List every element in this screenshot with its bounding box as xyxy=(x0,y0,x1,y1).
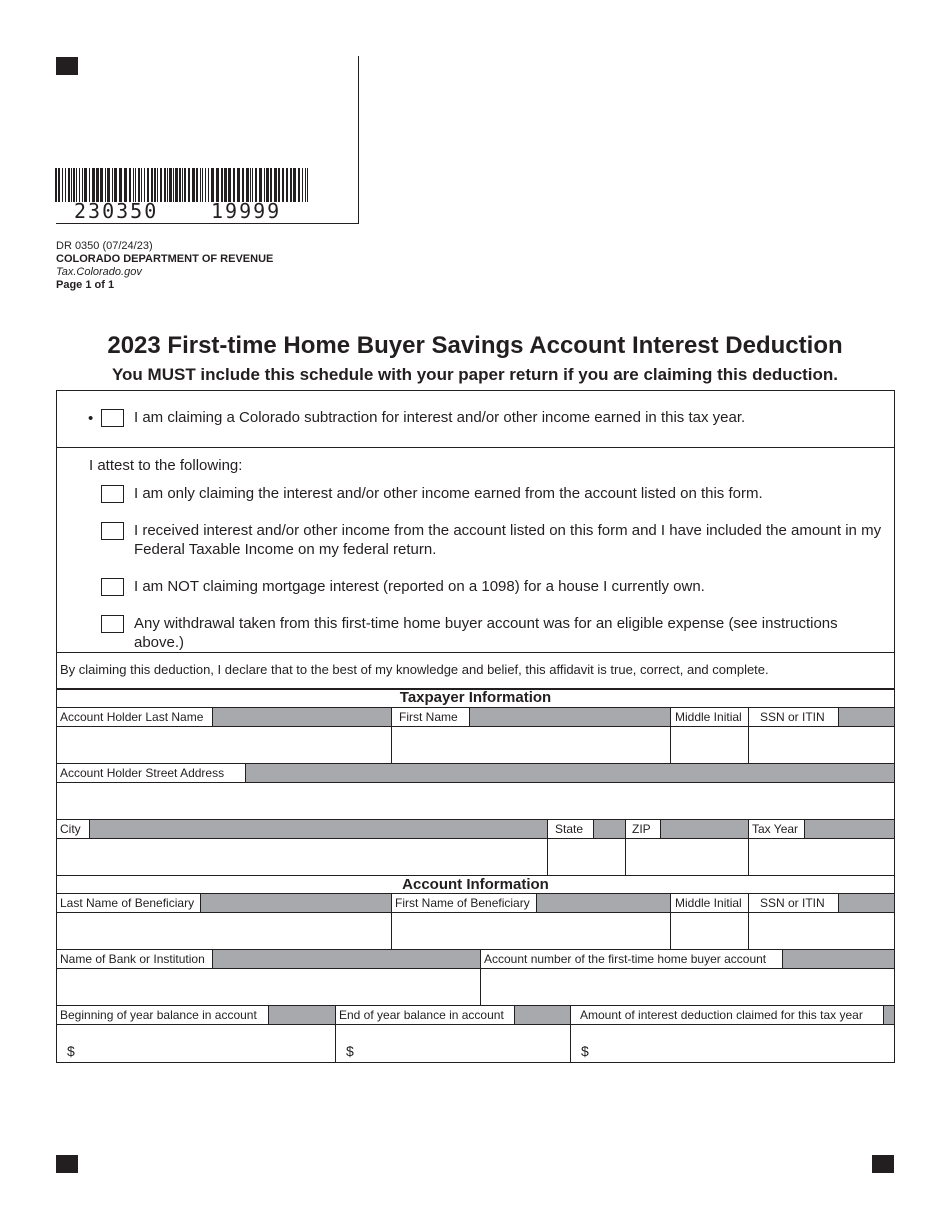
barcode-bar xyxy=(144,168,145,202)
account-middle-initial-input[interactable] xyxy=(671,913,748,949)
divider xyxy=(56,447,895,448)
attest-item-1: I am only claiming the interest and/or other income earned from the account listed on this form. xyxy=(134,485,763,502)
barcode-bar xyxy=(164,168,166,202)
barcode-bar xyxy=(224,168,227,202)
taxpayer-zip-input[interactable] xyxy=(626,839,748,875)
attest-item-3: I am NOT claiming mortgage interest (reported on a 1098) for a house I currently own. xyxy=(134,578,705,595)
barcode-bar xyxy=(68,168,70,202)
account-last-name-input[interactable] xyxy=(57,913,391,949)
claim-checkbox[interactable] xyxy=(101,409,124,427)
barcode-bar xyxy=(154,168,156,202)
bank-name-label: Name of Bank or Institution xyxy=(57,950,213,968)
barcode-bar xyxy=(278,168,280,202)
attest-checkbox-2[interactable] xyxy=(101,522,124,540)
barcode-bar xyxy=(184,168,186,202)
taxpayer-middle-initial-label: Middle Initial xyxy=(671,708,749,726)
taxpayer-middle-initial-input[interactable] xyxy=(671,727,748,763)
barcode-bar xyxy=(135,168,136,202)
barcode-bar xyxy=(119,168,122,202)
barcode-bar xyxy=(173,168,174,202)
attest-item-4: Any withdrawal taken from this first-time home buyer account was for an eligible expense (see instructions above.) xyxy=(134,615,838,651)
taxpayer-first-name-input[interactable] xyxy=(392,727,670,763)
barcode-bar xyxy=(202,168,203,202)
barcode-bar xyxy=(252,168,253,202)
divider xyxy=(56,652,895,653)
taxpayer-state-label: State xyxy=(548,820,594,838)
end-balance-label: End of year balance in account xyxy=(336,1006,515,1024)
taxpayer-city-input[interactable] xyxy=(57,839,547,875)
barcode-bar xyxy=(179,168,181,202)
taxpayer-heading: Taxpayer Information xyxy=(399,689,552,706)
registration-mark-bottom-right xyxy=(872,1155,894,1173)
account-ssn-label: SSN or ITIN xyxy=(749,894,839,912)
barcode-bar xyxy=(100,168,103,202)
taxpayer-first-name-label: First Name xyxy=(392,708,470,726)
claim-bullet: • xyxy=(88,410,94,427)
page-subtitle: You MUST include this schedule with your paper return if you are claiming this deduction. xyxy=(111,365,839,384)
barcode-bar xyxy=(298,168,300,202)
barcode-bar xyxy=(76,168,77,202)
barcode-bar xyxy=(290,168,292,202)
barcode-bar xyxy=(246,168,249,202)
barcode-bar xyxy=(196,168,198,202)
barcode-bar xyxy=(124,168,127,202)
barcode-bar xyxy=(84,168,87,202)
barcode-frame-right xyxy=(358,56,359,224)
account-middle-initial-label: Middle Initial xyxy=(671,894,749,912)
barcode-bar xyxy=(208,168,209,202)
barcode-bar xyxy=(105,168,106,202)
barcode-bar xyxy=(221,168,223,202)
barcode-bar xyxy=(141,168,142,202)
barcode-bar xyxy=(188,168,190,202)
barcode-bar xyxy=(65,168,66,202)
attest-checkbox-1[interactable] xyxy=(101,485,124,503)
barcode-bar xyxy=(200,168,201,202)
barcode-bar xyxy=(89,168,90,202)
barcode-frame-bottom xyxy=(56,223,359,224)
barcode-bar xyxy=(151,168,153,202)
barcode-bar xyxy=(237,168,240,202)
barcode-bar xyxy=(192,168,195,202)
claim-text: I am claiming a Colorado subtraction for interest and/or other income earned in this tax year. xyxy=(134,409,746,426)
begin-balance-input[interactable] xyxy=(57,1025,335,1061)
barcode-bar xyxy=(62,168,63,202)
account-number-label: Account number of the first-time home buyer account xyxy=(481,950,783,968)
interest-claimed-input[interactable] xyxy=(571,1025,894,1061)
taxpayer-ssn-input[interactable] xyxy=(749,727,894,763)
taxpayer-ssn-label: SSN or ITIN xyxy=(749,708,839,726)
barcode-bar xyxy=(302,168,303,202)
declaration: By claiming this deduction, I declare that to the best of my knowledge and belief, this affidavit is true, correct, and complete. xyxy=(60,662,769,677)
barcode-bar xyxy=(107,168,110,202)
page-title: 2023 First-time Home Buyer Savings Account Interest Deduction xyxy=(107,332,843,359)
attest-item-2: I received interest and/or other income from the account listed on this form and I have included the amount in my Federal Taxable Income on my federal return. xyxy=(134,522,882,558)
barcode-bar xyxy=(264,168,265,202)
barcode-bar xyxy=(216,168,219,202)
department-name: COLORADO DEPARTMENT OF REVENUE xyxy=(56,253,274,265)
barcode-bar xyxy=(114,168,117,202)
barcode-bar xyxy=(147,168,149,202)
barcode-bar xyxy=(133,168,134,202)
barcode-bar xyxy=(182,168,183,202)
bank-name-input[interactable] xyxy=(57,969,480,1005)
barcode-bar xyxy=(266,168,269,202)
barcode-number-right: 19999 xyxy=(211,199,282,223)
barcode-bar xyxy=(82,168,83,202)
account-first-name-label: First Name of Beneficiary xyxy=(392,894,537,912)
currency-symbol: $ xyxy=(67,1043,75,1059)
barcode-bar xyxy=(286,168,288,202)
currency-symbol: $ xyxy=(346,1043,354,1059)
interest-claimed-label: Amount of interest deduction claimed for this tax year xyxy=(571,1006,884,1024)
taxpayer-zip-label: ZIP xyxy=(626,820,661,838)
barcode-bar xyxy=(305,168,306,202)
account-ssn-input[interactable] xyxy=(749,913,894,949)
begin-balance-label: Beginning of year balance in account xyxy=(57,1006,269,1024)
barcode-bar xyxy=(255,168,257,202)
barcode-bar xyxy=(157,168,158,202)
taxpayer-street-input[interactable] xyxy=(57,783,894,819)
barcode-bar xyxy=(211,168,214,202)
barcode-bar xyxy=(112,168,113,202)
barcode-bar xyxy=(250,168,251,202)
barcode-bar xyxy=(58,168,60,202)
end-balance-input[interactable] xyxy=(336,1025,570,1061)
taxpayer-city-label: City xyxy=(57,820,90,838)
barcode-bar xyxy=(228,168,231,202)
barcode-bar xyxy=(282,168,284,202)
taxpayer-tax-year-input[interactable] xyxy=(749,839,894,875)
barcode-bar xyxy=(270,168,272,202)
barcode-bar xyxy=(307,168,308,202)
barcode-bar xyxy=(138,168,140,202)
barcode-bar xyxy=(233,168,235,202)
barcode-bar xyxy=(129,168,131,202)
barcode-bar xyxy=(175,168,178,202)
barcode-bar xyxy=(71,168,72,202)
taxpayer-street-label: Account Holder Street Address xyxy=(57,764,246,782)
account-number-input[interactable] xyxy=(481,969,894,1005)
taxpayer-state-input[interactable] xyxy=(548,839,625,875)
barcode-bar xyxy=(79,168,80,202)
account-heading: Account Information xyxy=(402,876,549,893)
barcode-bar xyxy=(92,168,95,202)
barcode-bar xyxy=(242,168,244,202)
attest-checkbox-4[interactable] xyxy=(101,615,124,633)
account-last-name-label: Last Name of Beneficiary xyxy=(57,894,201,912)
taxpayer-last-name-label: Account Holder Last Name xyxy=(57,708,213,726)
barcode-bar xyxy=(293,168,296,202)
attest-heading: I attest to the following: xyxy=(89,457,243,474)
account-first-name-input[interactable] xyxy=(392,913,670,949)
currency-symbol: $ xyxy=(581,1043,589,1059)
form-id: DR 0350 (07/24/23) xyxy=(56,240,153,252)
barcode-number-left: 230350 xyxy=(74,199,159,223)
barcode-bar xyxy=(96,168,99,202)
page-number: Page 1 of 1 xyxy=(56,279,115,291)
barcode xyxy=(55,168,310,202)
barcode-bar xyxy=(160,168,162,202)
taxpayer-tax-year-label: Tax Year xyxy=(749,820,805,838)
registration-mark-top-left xyxy=(56,57,78,75)
barcode-bar xyxy=(259,168,262,202)
barcode-bar xyxy=(205,168,206,202)
barcode-bar xyxy=(169,168,172,202)
website: Tax.Colorado.gov xyxy=(56,266,142,278)
barcode-bar xyxy=(167,168,168,202)
form-meta xyxy=(56,240,273,292)
taxpayer-last-name-input[interactable] xyxy=(57,727,391,763)
barcode-bar xyxy=(274,168,277,202)
barcode-bar xyxy=(73,168,75,202)
attest-checkbox-3[interactable] xyxy=(101,578,124,596)
registration-mark-bottom-left xyxy=(56,1155,78,1173)
barcode-bar xyxy=(55,168,57,202)
